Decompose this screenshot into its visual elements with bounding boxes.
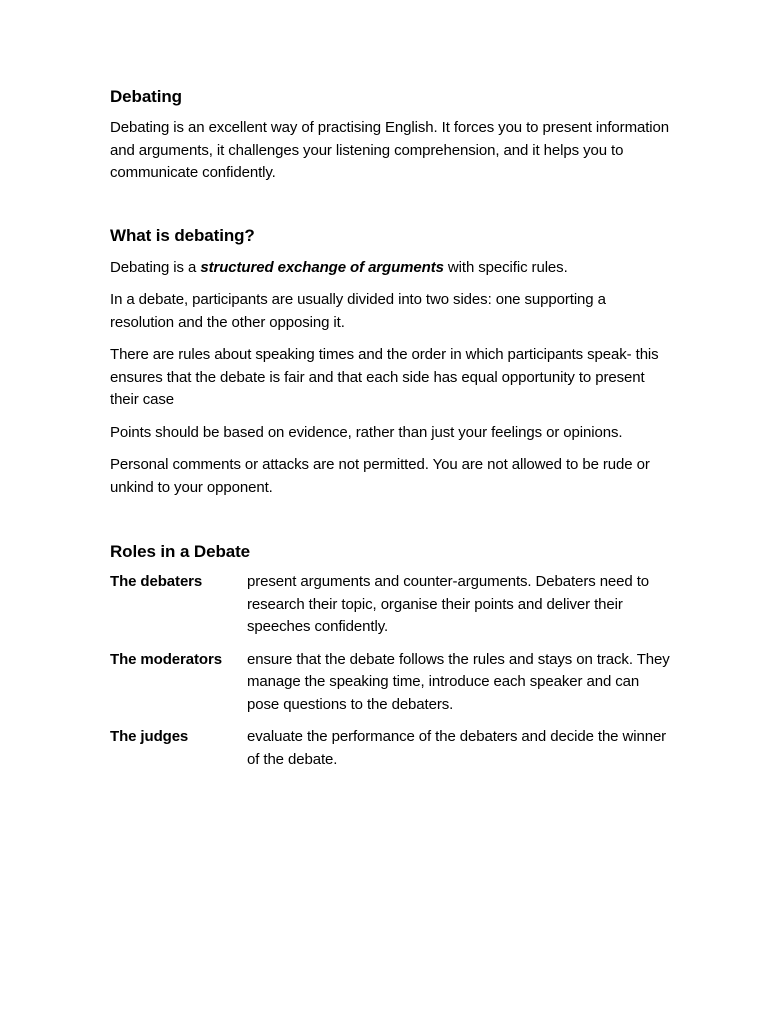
paragraph-evidence: Points should be based on evidence, rather than just your feelings or opinions. [110,423,623,441]
definition-text-after: with specific rules. [443,258,568,276]
role-term: The judges [110,728,189,745]
roles-list [110,571,670,771]
role-row-judges [110,726,670,771]
role-description: evaluate the performance of the debaters and decide the winner of the debate. [247,728,667,768]
definition-text-before: Debating is a [110,258,201,276]
document-page [110,84,670,771]
role-row-debaters [110,571,670,639]
paragraph-rules: There are rules about speaking times and the order in which participants speak- this ensures that the debate is fair and that each side has equal opportunity to present their case [110,346,659,408]
role-row-moderators [110,649,670,717]
role-term: The moderators [110,650,222,668]
paragraph-sides: In a debate, participants are usually divided into two sides: one supporting a resolution and the other opposing it. [110,291,606,331]
role-description: present arguments and counter-arguments. Debaters need to research their topic, organise their points and deliver their speeches confidently. [247,573,650,635]
role-description: ensure that the debate follows the rules and stays on track. They manage the speaking time, introduce each speaker and can pose questions to the debaters. [247,650,670,713]
role-term: The debaters [110,573,203,590]
heading-debating: Debating [110,87,182,106]
definition-emphasis: structured exchange of arguments [200,258,444,276]
heading-roles: Roles in a Debate [110,542,251,561]
intro-paragraph: Debating is an excellent way of practising English. It forces you to present information and arguments, it challenges your listening comprehension, and it helps you to communicate confidently. [110,119,669,181]
heading-what-is-debating: What is debating? [110,225,255,245]
definition-paragraph [110,257,670,280]
paragraph-conduct: Personal comments or attacks are not permitted. You are not allowed to be rude or unkind to your opponent. [110,456,650,496]
